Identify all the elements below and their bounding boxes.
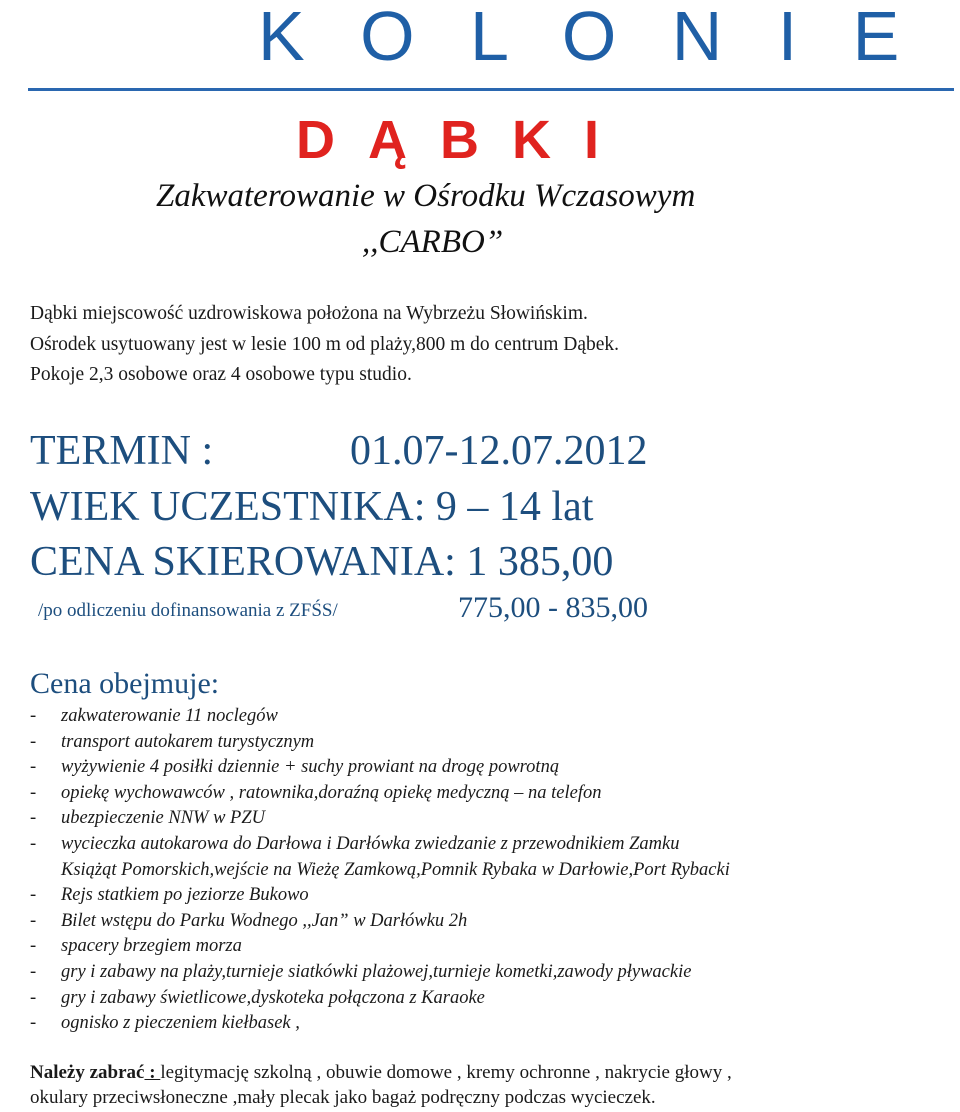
intro-line-3: Pokoje 2,3 osobowe oraz 4 osobowe typu studio. [30, 364, 412, 385]
list-item-text: ubezpieczenie NNW w PZU [61, 808, 265, 829]
list-item [30, 934, 730, 960]
list-bullet: - [30, 782, 37, 803]
list-item-text: transport autokarem turystycznym [61, 731, 315, 752]
list-item-text: gry i zabawy na plaży,turnieje siatkówki plażowej,turnieje kometki,zawody pływackie [61, 961, 692, 982]
list-item [30, 730, 730, 756]
list-bullet: - [30, 731, 37, 752]
list-bullet: - [30, 961, 37, 982]
bring-items: legitymację szkolną , obuwie domowe , kremy ochronne , nakrycie głowy , [160, 1062, 732, 1083]
includes-heading: Cena obejmuje: [30, 667, 220, 700]
list-bullet: - [30, 910, 37, 931]
list-item [30, 960, 730, 986]
list-item-text: Rejs statkiem po jeziorze Bukowo [61, 885, 309, 906]
title-divider [28, 88, 954, 91]
list-item-text: wyżywienie 4 posiłki dziennie + suchy prowiant na drogę powrotną [61, 757, 560, 778]
list-item [30, 832, 730, 858]
intro-line-2: Ośrodek usytuowany jest w lesie 100 m od plaży,800 m do centrum Dąbek. [30, 334, 620, 355]
term-label: TERMIN : [30, 428, 214, 474]
list-bullet: - [30, 757, 37, 778]
list-bullet: - [30, 987, 37, 1008]
list-item [30, 755, 730, 781]
list-item-text: ognisko z pieczeniem kiełbasek , [61, 1013, 300, 1034]
list-item-text: spacery brzegiem morza [61, 936, 242, 957]
list-bullet: - [30, 706, 37, 726]
resort-name: ,,CARBO” [362, 224, 504, 260]
bring-line-1 [30, 1060, 732, 1085]
referral-price: CENA SKIEROWANIA: 1 385,00 [30, 539, 614, 585]
intro-line-1: Dąbki miejscowość uzdrowiskowa położona na Wybrzeżu Słowińskim. [30, 303, 588, 324]
list-bullet: - [30, 936, 37, 957]
list-bullet: - [30, 808, 37, 829]
list-item [30, 909, 730, 935]
list-item-continuation [30, 858, 730, 884]
list-item-text: gry i zabawy świetlicowe,dyskoteka połączona z Karaoke [61, 987, 485, 1008]
bring-colon: : [144, 1062, 161, 1083]
list-item [30, 781, 730, 807]
discount-note: /po odliczeniu dofinansowania z ZFŚS/ [38, 600, 338, 621]
list-bullet: - [30, 1013, 37, 1034]
term-value: 01.07-12.07.2012 [350, 428, 648, 474]
discounted-price: 775,00 - 835,00 [458, 591, 648, 624]
includes-list [30, 704, 730, 1037]
list-item-text: Książąt Pomorskich,wejście na Wieżę Zamkową,Pomnik Rybaka w Darłowie,Port Rybacki [61, 859, 730, 880]
bring-line-2: okulary przeciwsłoneczne ,mały plecak jako bagaż podręczny podczas wycieczek. [30, 1087, 656, 1108]
list-item [30, 704, 730, 730]
list-bullet: - [30, 833, 37, 854]
list-item-text: zakwaterowanie 11 noclegów [61, 706, 278, 726]
participant-age: WIEK UCZESTNIKA: 9 – 14 lat [30, 484, 594, 530]
place-name: D Ą B K I [296, 110, 609, 170]
accommodation-line: Zakwaterowanie w Ośrodku Wczasowym [156, 178, 696, 214]
list-item-text: Bilet wstępu do Parku Wodnego ,,Jan” w Darłówku 2h [61, 910, 468, 931]
list-bullet: - [30, 885, 37, 906]
list-item-text: opiekę wychowawców , ratownika,doraźną opiekę medyczną – na telefon [61, 782, 602, 803]
list-item [30, 986, 730, 1012]
main-title: K O L O N I E [258, 0, 918, 75]
list-item-text: wycieczka autokarowa do Darłowa i Darłówka zwiedzanie z przewodnikiem Zamku [61, 833, 680, 854]
list-item [30, 883, 730, 909]
list-item [30, 806, 730, 832]
bring-label: Należy zabrać [30, 1062, 145, 1083]
list-item [30, 1011, 730, 1037]
